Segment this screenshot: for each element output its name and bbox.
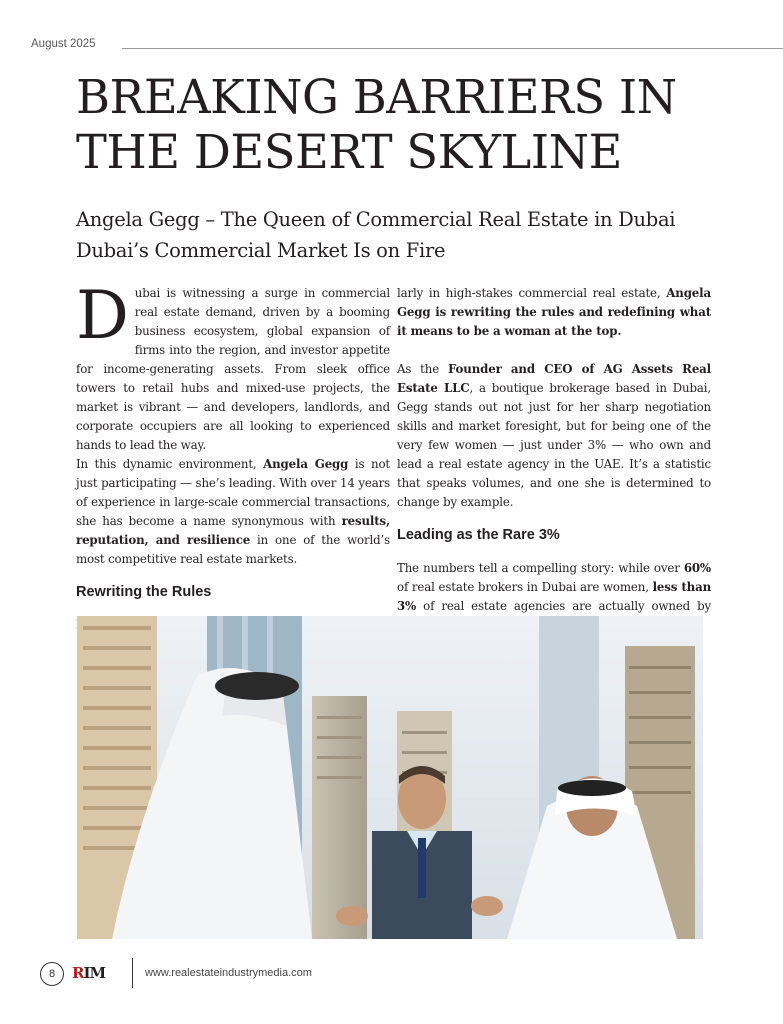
article-photo (77, 616, 703, 939)
drop-cap: D (76, 277, 129, 354)
article-title (76, 70, 746, 180)
footer-divider (132, 958, 133, 988)
paragraph-rewriting: larly in high-stakes commercial real estate, Angela Gegg is rewriting the rules and redefining what it means to be a woman at the top. (397, 286, 711, 338)
article-title-line2: THE DESERT SKYLINE (76, 125, 622, 180)
publication-logo: RIM (72, 964, 106, 982)
paragraph-angela: In this dynamic environment, Angela Gegg is not just participating — she’s leading. With over 14 years of experience in large-scale commercial transactions, she has become a name synonymous with results, reputation, and resilience in one of the world’s most competitive real estate markets. (76, 457, 391, 566)
paragraph-intro: Dubai is witnessing a surge in commercial real estate demand, driven by a booming business ecosystem, global expansion of firms into the region, and investor appetite for income-generating assets. From sleek office towers to retail hubs and mixed-use projects, the market is vibrant — and developers, landlords, and corporate occupiers are all looking to experienced hands to lead the way. (76, 277, 390, 452)
article-subtitle-1: Angela Gegg – The Queen of Commercial Real Estate in Dubai (76, 208, 676, 231)
page-number: 8 (40, 962, 64, 986)
section-heading-rewriting: Rewriting the Rules (76, 584, 212, 600)
business-meeting-illustration (77, 616, 703, 939)
article-title-line1: BREAKING BARRIERS IN (76, 70, 677, 125)
right-column (397, 284, 711, 635)
paragraph-founder: As the Founder and CEO of AG Assets Real Estate LLC, a boutique brokerage based in Dubai, Gegg stands out not just for her sharp negotiation skills and market foresight, but for being one of the very few women — just under 3% — who own and lead a real estate agency in the UAE. It’s a statistic that speaks volumes, and one she is determined to change by example. (397, 362, 711, 509)
section-heading-rare: Leading as the Rare 3% (397, 527, 560, 543)
paragraph-numbers: The numbers tell a compelling story: while over 60% of real estate brokers in Dubai are women, less than 3% of real estate agencies are actually owned by (397, 561, 711, 613)
header-rule (122, 48, 783, 49)
website-link[interactable]: www.realestateindustrymedia.com (145, 967, 312, 979)
article-subtitle-2: Dubai’s Commercial Market Is on Fire (76, 239, 446, 262)
left-column (76, 277, 391, 635)
issue-date: August 2025 (31, 38, 96, 50)
